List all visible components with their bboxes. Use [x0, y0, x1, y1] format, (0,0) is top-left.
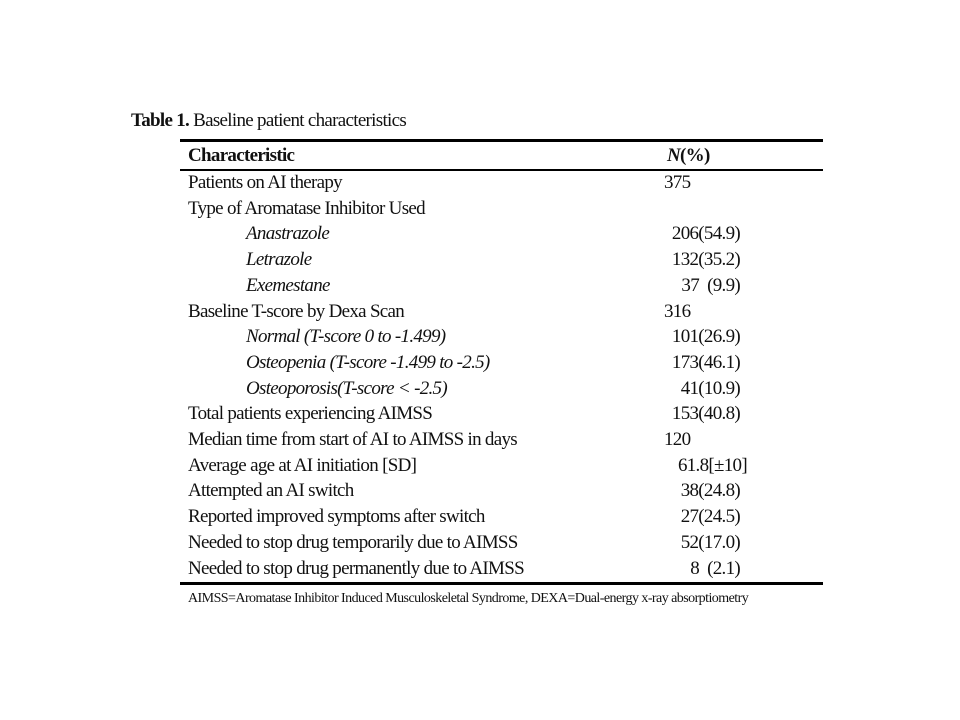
row-label: Reported improved symptoms after switch [188, 506, 485, 528]
table-row [0, 506, 960, 532]
row-value: 375 [664, 172, 691, 193]
row-label: Needed to stop drug permanently due to AIMSS [188, 557, 524, 579]
header-n: N [667, 145, 681, 166]
row-label: Normal (T-score 0 to -1.499) [246, 326, 446, 348]
row-value: 61.8[±10] [677, 454, 747, 476]
row-label: Letrazole [246, 249, 312, 271]
header-pct: (%) [680, 145, 710, 166]
row-label: Patients on AI therapy [188, 172, 342, 193]
bottom-rule [180, 582, 823, 585]
table-row [0, 172, 960, 198]
row-value: 153(40.8) [671, 403, 740, 425]
row-label: Median time from start of AI to AIMSS in days [188, 429, 517, 450]
header-n-percent [667, 145, 710, 167]
header-rule [180, 169, 823, 171]
row-label: Needed to stop drug temporarily due to AIMSS [188, 531, 518, 553]
row-label: Average age at AI initiation [SD] [188, 454, 417, 476]
table-row [0, 326, 960, 352]
table-row [0, 198, 960, 224]
row-label: Attempted an AI switch [188, 480, 354, 502]
row-label: Baseline T-score by Dexa Scan [188, 300, 405, 322]
header-characteristic: Characteristic [188, 145, 295, 166]
row-label: Osteopenia (T-score -1.499 to -2.5) [246, 351, 490, 373]
table-row [0, 378, 960, 404]
table-row [0, 480, 960, 506]
row-value: 8 (2.1) [690, 557, 740, 579]
row-label: Type of Aromatase Inhibitor Used [188, 197, 425, 219]
row-value: 173(46.1) [671, 351, 740, 373]
table-row [0, 352, 960, 378]
row-label: Exemestane [246, 274, 330, 296]
row-label: Osteoporosis(T-score < -2.5) [246, 377, 447, 399]
header-row [0, 145, 960, 171]
table-row [0, 532, 960, 558]
row-label: Anastrazole [246, 223, 330, 245]
row-value: 37 (9.9) [681, 274, 740, 296]
table-row [0, 403, 960, 429]
table-title [131, 110, 406, 132]
footnote: AIMSS=Aromatase Inhibitor Induced Musculoskeletal Syndrome, DEXA=Dual-energy x-ray absorptiometry [188, 591, 749, 606]
table-row [0, 558, 960, 584]
row-value: 41(10.9) [680, 377, 740, 399]
row-value: 120 [664, 429, 691, 450]
row-value: 316 [664, 300, 691, 322]
row-value: 206(54.9) [671, 223, 740, 245]
table-row [0, 223, 960, 249]
table-number: Table 1. [131, 110, 190, 131]
row-value: 52(17.0) [680, 531, 740, 553]
top-rule [180, 139, 823, 142]
table-row [0, 249, 960, 275]
row-label: Total patients experiencing AIMSS [188, 403, 433, 425]
row-value: 132(35.2) [671, 249, 740, 271]
row-value: 27(24.5) [680, 506, 740, 528]
table-row [0, 429, 960, 455]
table-row [0, 275, 960, 301]
table-row [0, 301, 960, 327]
table-caption: Baseline patient characteristics [189, 110, 407, 131]
table-row [0, 455, 960, 481]
row-value: 38(24.8) [680, 480, 740, 502]
row-value: 101(26.9) [671, 326, 740, 348]
